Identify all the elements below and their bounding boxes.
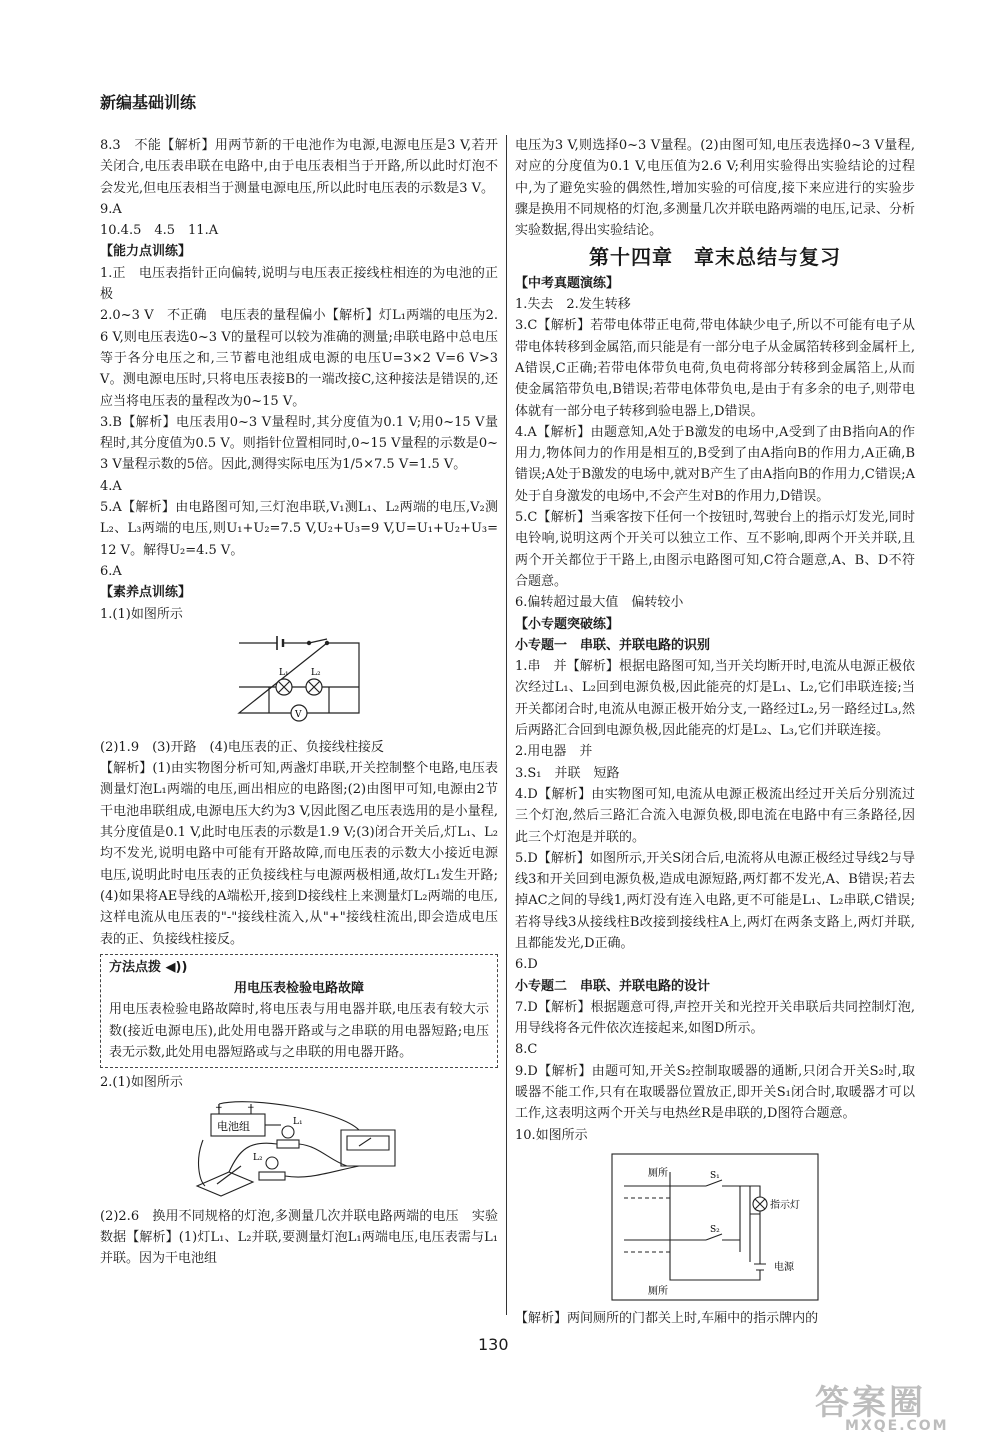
watermark-url: MXQE.COM (845, 1418, 949, 1434)
fig3-power-label: 电源 (774, 1261, 794, 1273)
chapter-title: 第十四章 章末总结与复习 (589, 245, 841, 270)
ability-6: 6.A (100, 563, 122, 579)
page-header: 新编基础训练 (100, 93, 197, 112)
literacy-1-analysis: 【解析】(1)由实物图分析可知,两盏灯串联,开关控制整个电路,电压表测量灯泡L₁两端的电压,画出相应的电路图;(2)由图甲可知,电源由2节干电池串联组成,电源电压大约为3 V,因此图乙电压表选用的是小量程,其分度值是0.1 V,此时电压表的示数是1.9 V;(3)闭合开关后,灯L₁、L₂均不发光,说明电路中可能有开路故障,而电压表的示数大小接近电源电压,说明此时电压表的正负接线柱与电源两极相通,故灯L₁发生开路;(4)如果将AE导线的A端松开,接到D接线柱上来测量灯L₂两端的电压,这样电流从电压表的"-"接线柱流入,从"+"接线柱流出,即会造成电压表的正、负接线柱接反。 (100, 761, 498, 947)
special-8: 8.C (515, 1042, 538, 1058)
page-number: 130 (478, 1335, 509, 1354)
special-10: 10.如图所示 (515, 1127, 588, 1143)
fig3-lamp-label: 指示灯 (770, 1199, 800, 1211)
watermark-logo: 答案圈 (815, 1383, 926, 1423)
exam-3: 3.C【解析】若带电体带正电荷,带电体缺少电子,所以不可能有电子从带电体转移到金属箔,而只能是有一部分电子从金属箔转移到金属杆上,A错误,C正确;若带电体带负电荷,负电荷将部分转移到金属箔上,从而使金属箔带负电,B错误;若带电体带负电,是由于有多余的电子,则带电体就有一部分电子转移到验电器上,D错误。 (515, 318, 915, 419)
fig2-minus: − (247, 1102, 255, 1113)
continued-text: 电压为3 V,则选择0~3 V量程。(2)由图可知,电压表选择0~3 V量程,对应的分度值为0.1 V,电压值为2.6 V;利用实验得出实验结论的过程中,为了避免实验的偶然性,增加实验的可信度,接下来应进行的实验步骤是换用不同规格的灯泡,多测量几次并联电路两端的电压,记录、分析实验数据,得出实验结论。 (515, 138, 915, 239)
fig2-battery-label: 电池组 (217, 1119, 250, 1133)
speaker-icon: ◀)) (165, 959, 188, 975)
ability-2: 2.0~3 V 不正确 电压表的量程偏小【解析】灯L₁两端的电压为2.6 V,则电压表选0~3 V的量程可以较为准确的测量;串联电路中总电压等于各分电压之和,三节蓄电池组成电源的电压U=3×2 V=6 V>3 V。测电源电压时,只将电压表接B的一端改接C,这种接法是错误的,还应当将电压表的量程改为0~15 V。 (100, 308, 498, 409)
circuit-diagram-2 (189, 1100, 409, 1200)
answer-10-11: 10.4.5 4.5 11.A (100, 223, 219, 239)
right-column (515, 135, 915, 1329)
answer-8: 8.3 不能【解析】用两节新的干电池作为电源,电源电压是3 V,若开关闭合,电压表串联在电路中,由于电压表相当于开路,所以此时灯泡不会发光,但电压表相当于测量电源电压,所以此时电压表的示数是3 V。 (100, 138, 498, 196)
subtopic-2: 小专题二 串联、并联电路的设计 (515, 978, 711, 994)
special-10-analysis: 【解析】两间厕所的门都关上时,车厢中的指示牌内的 (515, 1310, 819, 1326)
section-special: 【小专题突破练】 (515, 616, 620, 632)
special-4: 4.D【解析】由实物图可知,电流从电源正极流出经过开关后分别流过三个灯泡,然后三路汇合流入电源负极,即电流在电路中有三条路径,因此三个灯泡是并联的。 (515, 786, 915, 845)
method-box (100, 954, 498, 1068)
literacy-2-2: (2)2.6 换用不同规格的灯泡,多测量几次并联电路两端的电压 实验数据【解析】(1)灯L₁、L₂并联,要测量灯泡L₁两端电压,电压表需与L₁并联。因为干电池组 (100, 1208, 498, 1267)
fig1-label-V: V (295, 709, 302, 720)
section-ability: 【能力点训练】 (100, 244, 192, 260)
special-6: 6.D (515, 957, 538, 973)
subtopic-1: 小专题一 串联、并联电路的识别 (515, 637, 711, 653)
section-exam: 【中考真题演练】 (515, 275, 620, 291)
answer-9: 9.A (100, 201, 122, 217)
method-label: 方法点拨 ◀)) (109, 959, 188, 975)
literacy-1-2: (2)1.9 (3)开路 (4)电压表的正、负接线柱接反 (100, 739, 384, 755)
ability-5: 5.A【解析】由电路图可知,三灯泡串联,V₁测L₁、L₂两端的电压,V₂测L₂、L₃两端的电压,则U₁+U₂=7.5 V,U₂+U₃=9 V,U=U₁+U₂+U₃=12 V。解得U₂=4.5 V。 (100, 500, 498, 558)
method-text: 用电压表检验电路故障时,将电压表与用电器并联,电压表有较大示数(接近电源电压),此处用电器开路或与之串联的用电器短路;电压表无示数,此处用电器短路或与之串联的用电器开路。 (109, 1002, 489, 1060)
method-title: 用电压表检验电路故障 (233, 981, 364, 997)
fig1-label-L1: L₁ (279, 667, 289, 678)
special-7: 7.D【解析】根据题意可得,声控开关和光控开关串联后共同控制灯泡,用导线将各元件依次连接起来,如图D所示。 (515, 999, 915, 1037)
left-column (100, 135, 498, 1269)
ability-1: 1.正 电压表指针正向偏转,说明与电压表正接线柱相连的为电池的正极 (100, 265, 498, 303)
special-3: 3.S₁ 并联 短路 (515, 765, 620, 781)
ability-3: 3.B【解析】电压表用0~3 V量程时,其分度值为0.1 V;用0~15 V量程时,其分度值为0.5 V。则指针位置相同时,0~15 V量程的示数是0~3 V量程示数的5倍。因此,测得实际电压为1/5×7.5 V=1.5 V。 (100, 414, 498, 473)
special-1: 1.串 并【解析】根据电路图可知,当开关均断开时,电流从电源正极依次经过L₁、L₂回到电源负极,因此能亮的灯是L₁、L₂,它们串联连接;当开关都闭合时,电流从电源正极开始分支,一路经过L₂,另一路经过L₃,然后两路汇合回到电源负极,因此能亮的灯是L₂、L₃,它们并联连接。 (515, 659, 915, 739)
exam-6: 6.偏转超过最大值 偏转较小 (515, 595, 684, 611)
special-5: 5.D【解析】如图所示,开关S闭合后,电流将从电源正极经过导线2与导线3和开关回到电源负极,造成电源短路,两灯都不发光,A、B错误;若去掉AC之间的导线1,两灯没有连入电路,更不可能是L₁、L₂串联,C错误;若将导线3从接线柱B改接到接线柱A上,两灯在两条支路上,两灯并联,且都能发光,D正确。 (515, 850, 915, 951)
exam-4: 4.A【解析】由题意知,A处于B激发的电场中,A受到了由B指向A的作用力,物体间力的作用是相互的,B受到了由A指向B的作用力,A正确,B错误;A处于B激发的电场中,就对B产生了由A指向B的作用力,C错误;A处于自身激发的电场中,不会产生对B的作用力,D错误。 (515, 424, 915, 504)
fig2-label-L1: L₁ (293, 1116, 303, 1127)
exam-1-2: 1.失去 2.发生转移 (515, 297, 631, 313)
literacy-1-1: 1.(1)如图所示 (100, 606, 183, 622)
special-9: 9.D【解析】由题可知,开关S₂控制取暖器的通断,只闭合开关S₂时,取暖器不能工作,只有在取暖器位置放正,即开关S₁闭合时,取暖器才可以工作,这表明这两个开关与电热丝R是串联的,D图符合题意。 (515, 1063, 915, 1122)
fig3-label-S1: S₁ (710, 1170, 720, 1181)
fig3-label-S2: S₂ (710, 1224, 720, 1235)
special-2: 2.用电器 并 (515, 744, 593, 760)
column-divider (506, 135, 507, 1315)
fig2-plus: + (215, 1102, 223, 1113)
literacy-2-1: 2.(1)如图所示 (100, 1075, 183, 1091)
fig3-toilet-bottom: 厕所 (648, 1285, 668, 1297)
fig2-label-L2: L₂ (253, 1152, 263, 1163)
exam-5: 5.C【解析】当乘客按下任何一个按钮时,驾驶台上的指示灯发光,同时电铃响,说明这两个开关可以独立工作、互不影响,即两个开关并联,且两个开关都位于干路上,由图示电路图可知,C符合题意,A、B、D不符合题意。 (515, 510, 915, 589)
fig1-label-L2: L₂ (311, 667, 321, 678)
fig3-toilet-top: 厕所 (648, 1167, 668, 1179)
circuit-diagram-3 (610, 1152, 820, 1302)
ability-4: 4.A (100, 478, 122, 494)
circuit-diagram-1 (229, 631, 369, 731)
section-literacy: 【素养点训练】 (100, 585, 192, 601)
